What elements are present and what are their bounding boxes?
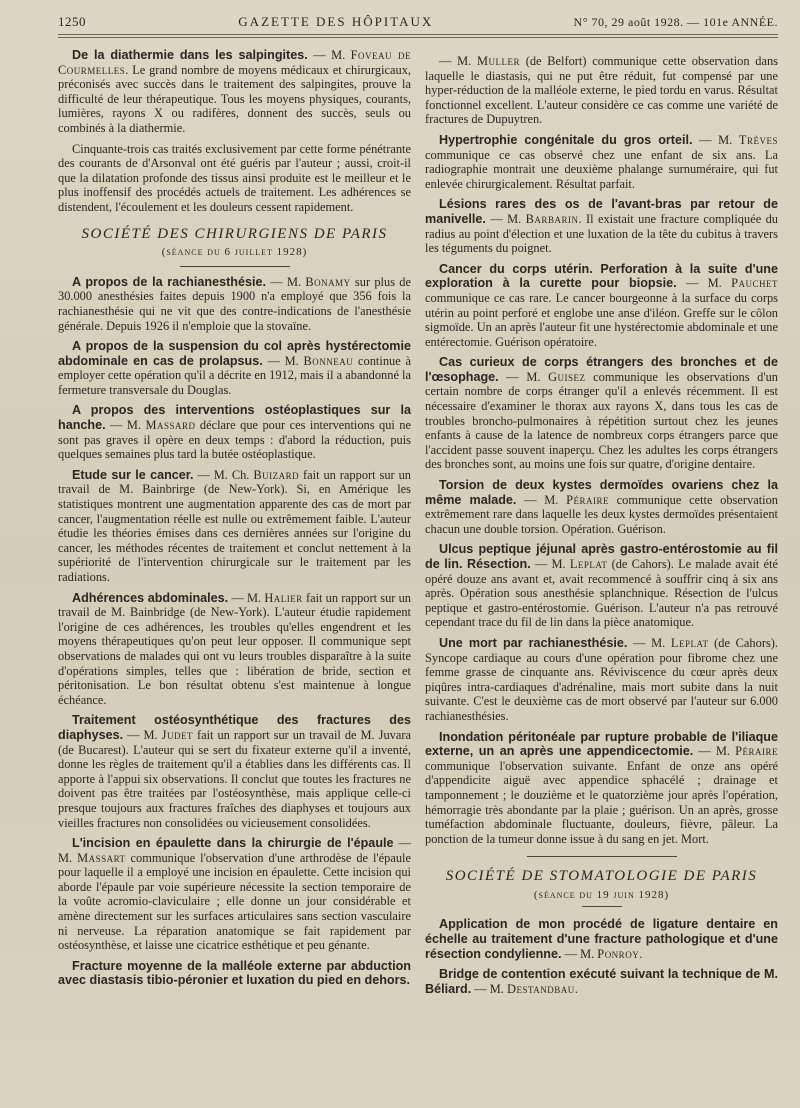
article-item	[58, 275, 411, 333]
section-rule	[180, 266, 290, 267]
article-author: Massart	[77, 850, 126, 865]
article-author: Barbarin	[525, 211, 579, 226]
article-title: Inondation péritonéale par rupture probable de l'iliaque externe, un an après une appendicectomie.	[425, 729, 778, 759]
article-text: communique ce cas observé chez une enfant de six ans. La radiographie montrait une deuxième phalange surnuméraire, qui fut enlevée chirurgicalement. Résultat parfait.	[425, 147, 778, 191]
article-author-prefix: — M.	[105, 418, 146, 433]
page-header	[58, 14, 778, 35]
article-text: fait un rapport sur un travail de M. Juvara (de Bucarest). L'auteur qui se sert du fixateur externe qu'il a inventé, donne les règles de traitement qu'il a établies dans les différents cas. Il apporte à l'appui six observations. Il conclut que toutes les fractures ne doivent pas être traitées par l'ostéosynthèse, mais applique celle-ci presque toujours aux fractures fraîches des diaphyses et toujours aux vieilles fractures non consolidées ou vicieusement consolidées.	[58, 727, 411, 830]
article-item	[425, 54, 778, 127]
article-author-prefix: — M.	[265, 274, 306, 289]
article-text: communique les observations d'un certain nombre de corps étranger qu'il a enlevés récemment. Il est nécessaire d'examiner le thorax aux rayons X, dans tous les cas de troubles broncho-pulmonaires à répétition surtout chez les jeunes enfants à cause de la latence de nombreux corps étrangers parce que l'accident passe souvent inaperçu. Chez les adultes les corps étrangers des bronches sont, au moins une fois sur quatre, d'origine dentaire.	[425, 369, 778, 472]
issue-info: N° 70, 29 août 1928. — 101e ANNÉE.	[573, 15, 778, 29]
article-item	[58, 959, 411, 988]
columns	[58, 48, 778, 1002]
article-author-prefix: — M.	[530, 557, 570, 571]
article-author: Guisez	[548, 369, 586, 384]
intro-paragraph	[58, 48, 411, 136]
article-author-prefix: — M.	[498, 369, 549, 384]
article-author-prefix: — M.	[693, 744, 736, 759]
article-item	[425, 917, 778, 961]
article-title: Application de mon procédé de ligature dentaire en échelle au traitement d'une fracture pathologique et d'une résection condylienne.	[425, 917, 778, 961]
article-author-prefix: — M.	[262, 353, 304, 368]
article-author: Bonneau	[303, 353, 354, 368]
article-title: Lésions rares des os de l'avant-bras par retour de manivelle.	[425, 197, 778, 226]
right-column	[425, 48, 778, 1002]
society-title-stomatologie: SOCIÉTÉ DE STOMATOLOGIE DE PARIS	[445, 868, 758, 885]
article-author: Trèves	[738, 132, 778, 147]
article-item	[58, 713, 411, 830]
article-text: .	[639, 946, 643, 961]
article-author-prefix: — M.	[627, 635, 671, 650]
article-author-prefix: — M.	[561, 946, 598, 961]
article-title: Bridge de contention exécuté suivant la technique de M. Béliard.	[425, 967, 778, 996]
article-title: Une mort par rachianesthésie.	[439, 635, 628, 650]
right-items-b	[425, 917, 778, 996]
article-author-prefix: — M.	[58, 836, 411, 865]
article-title: L'incision en épaulette dans la chirurgie de l'épaule	[72, 836, 394, 851]
article-title: Ulcus peptique jéjunal après gastro-entérostomie au fil de lin. Résection.	[425, 542, 778, 571]
article-title: Torsion de deux kystes dermoïdes ovariens chez la même malade.	[425, 478, 778, 507]
section-rule-2	[527, 856, 677, 857]
right-items-a	[425, 54, 778, 846]
article-text: fait un rapport sur un travail de M. Bainbridge (de New-York). L'auteur étudie rapidement l'origine de ces adhérences, les troubles qu'elles engendrent et les moyens thérapeutiques qu'on peut leur opposer. Il communique sept observations de malades qui ont vu leurs troubles disparaître à la suite d'opérations simples, telles que : libération de bride, section et péritonisation. Le bon résultat obtenu s'est maintenue à longue échéance.	[58, 590, 411, 707]
article-title: Cas curieux de corps étrangers des bronches et de l'œsophage.	[425, 355, 778, 384]
article-item	[58, 339, 411, 397]
article-author: Leplat	[670, 635, 709, 650]
article-author-prefix: — M. Ch.	[193, 467, 254, 482]
article-title: Hypertrophie congénitale du gros orteil.	[439, 132, 693, 147]
article-item	[425, 542, 778, 630]
article-item	[425, 197, 778, 255]
article-author-prefix: — M.	[516, 492, 567, 507]
article-author: Destandbau	[507, 981, 575, 996]
left-column	[58, 48, 411, 1002]
article-item	[425, 967, 778, 996]
article-author: Péraire	[735, 744, 778, 759]
article-author: Buizard	[253, 467, 300, 482]
article-item	[425, 262, 778, 350]
article-text: communique cette observation extrêmement rare dans laquelle les deux kystes dermoïdes présentaient chacun une double torsion. Opération. Guérison.	[425, 492, 778, 536]
article-author-prefix: — M.	[485, 211, 526, 226]
society-date-chirurgiens: (séance du 6 juillet 1928)	[161, 246, 308, 259]
article-author: Ponroy	[597, 946, 640, 961]
article-author-prefix: — M.	[123, 727, 162, 742]
article-author-prefix: — M.	[439, 54, 477, 68]
article-item	[425, 730, 778, 847]
article-item	[58, 468, 411, 585]
intro-paragraph-2: Cinquante-trois cas traités exclusivement par cette forme pénétrante des courants de d'Arsonval ont été guéris par l'auteur ; aussi, croit-il que la dilatation profonde des tissus ainsi produite est le meilleur et le plus inoffensif des procédés actuels de traitement. Les adhérences se distendent, l'écoulement et les douleurs cessent rapidement.	[58, 141, 411, 214]
article-text: (de Cahors). Le malade avait été opéré douze ans avant et, avait recommencé à souffrir cinq à six ans après. Opération sous anesthésie splanchnique. Résection de l'ulcus peptique et gastro-entérostomie. Guérison. L'auteur n'a pas retrouvé cependant trace du fil de lin dans la pièce anatomique.	[425, 557, 778, 630]
intro-title: De la diathermie dans les salpingites.	[72, 48, 308, 62]
article-text: communique l'observation d'une arthrodèse de l'épaule pour laquelle il a employé une incision en épaulette. Cette incision qui aborde l'épaule par voie supérieure nécessite la section temporaire de la voûte acromio-claviculaire ; elle donne un jour considérable et amène directement sur les surfaces articulaires sans section vasculaire ni nerveuse. La réparation anatomique se fait rapidement par ostéosynthèse, et laisse une cicatrice esthétique et peu génante.	[58, 850, 411, 953]
article-item	[425, 355, 778, 472]
article-author: Massard	[145, 418, 196, 433]
article-title: Fracture moyenne de la malléole externe par abduction avec diastasis tibio-péronier et luxation du pied en dehors.	[58, 958, 411, 988]
article-author: Muller	[476, 54, 520, 68]
article-item	[425, 133, 778, 191]
article-title: Cancer du corps utérin. Perforation à la suite d'une exploration à la curette pour biopsie.	[425, 261, 778, 291]
article-text: . Il existait une fracture compliquée du radius au point d'élection et une luxation de la tête du cubitus à travers les téguments du poignet.	[425, 211, 778, 256]
left-items	[58, 275, 411, 988]
article-item	[425, 478, 778, 536]
article-author-prefix: — M.	[471, 981, 508, 996]
article-text: communique l'observation suivante. Enfant de onze ans opéré d'appendicite aiguë avec appendice sphacélé ; drainage et tamponnement ; le douzième et le quatorzième jour après l'opération, hémorragie très abondante par la plaie ; guérison. Un an après, grosse tuméfaction abdominale fluctuante, douleurs, fièvre, pâleur. La ponction de la tumeur donne issue à du sang en jet. Mort.	[425, 758, 778, 846]
article-author-prefix: — M.	[692, 132, 739, 147]
intro-text: . Le grand nombre de moyens médicaux et chirurgicaux, préconisés avec succès dans le traitement des salpingites, prouve la difficulté de leur thérapeutique. Tous les moyens physiques, courants, lumières, rayons X ou radifères, donnent des succès, seuls ou combinés à la diathermie.	[58, 62, 411, 135]
article-item	[425, 636, 778, 724]
article-item	[58, 403, 411, 461]
article-title: Etude sur le cancer.	[72, 467, 194, 482]
article-text: fait un rapport sur un travail de M. Bainbrirge (de New-York). Si, en Amérique les statistiques montrent une augmentation apparente des cas de mort par cancer, l'augmentation réelle est nulle ou extrêmement faible. L'auteur étudie les théories émises dans ces dernières années sur l'origine du cancer, les méthodes récentes de traitement et conclut nettement à la supériorité de l'intervention chirurgicale sur le traitement par les radiations.	[58, 467, 411, 584]
journal-title: GAZETTE DES HÔPITAUX	[238, 14, 434, 29]
society-date-stomatologie: (séance du 19 juin 1928)	[533, 888, 670, 901]
article-author: Leplat	[569, 557, 608, 571]
intro-author-prefix: — M.	[307, 48, 351, 62]
intro-author: Foveau de Courmelles	[58, 48, 411, 77]
article-text: communique ce cas rare. Le cancer bourgeonne à la surface du corps utérin au point perforé et englobe une anse d'iléon. Greffe sur le côlon sigmoïde. Un an après l'auteur fit une hystérectomie abdominale et une entérectomie. Guérison opératoire.	[425, 290, 778, 349]
article-author: Péraire	[566, 492, 609, 507]
article-text: (de Belfort) communique cette observation dans laquelle le diastasis, qui ne put être réduit, fut compensé par une hyper-réduction de la malléole externe, le pied tordu en varus. Résultat fonctionnel excellent. L'auteur considère ce cas comme une variété de fractures de Dupuytren.	[425, 54, 778, 127]
article-author: Halier	[264, 590, 303, 605]
article-text: continue à employer cette opération qu'il a décrite en 1912, mais il a abandonné la fermeture transversale du Douglas.	[58, 353, 411, 397]
section-rule-3	[582, 906, 622, 907]
page-number: 1250	[58, 14, 86, 29]
article-title: Adhérences abdominales.	[72, 590, 229, 605]
article-author-prefix: — M.	[676, 276, 732, 291]
header-rule	[58, 37, 778, 38]
article-author: Bonamy	[305, 274, 351, 289]
article-item	[58, 836, 411, 953]
article-title: A propos de la suspension du col après hystérectomie abdominale en cas de prolapsus.	[58, 339, 411, 368]
article-text: (de Cahors). Syncope cardiaque au cours d'une opération pour fibrome chez une femme grasse de cinquante ans. Réviviscence du cœur après deux piqûres intra-cardiaques d'adrénaline, mais mort subite dans la nuit suivante. C'est le deuxième cas de mort observé par l'auteur sur 6.000 rachianesthésies.	[425, 635, 778, 723]
article-text: .	[574, 981, 578, 996]
article-title: A propos de la rachianesthésie.	[72, 274, 266, 289]
article-text: déclare que pour ces interventions qui ne sont pas graves il opère en deux temps : d'abord la réduction, puis quelques semaines plus tard la butée ostéoplastique.	[58, 418, 411, 462]
article-title: Traitement ostéosynthétique des fractures des diaphyses.	[58, 713, 411, 742]
article-author: Judet	[161, 727, 193, 742]
article-text: sur plus de 30.000 anesthésies faites depuis 1900 n'a employé que 356 fois la rachianesthésie qui ne vit que des contre-indications de l'anesthésie générale. Depuis 1926 il n'emploie que la stovaïne.	[58, 274, 412, 333]
article-item	[58, 591, 411, 708]
article-title: A propos des interventions ostéoplastiques sur la hanche.	[58, 403, 411, 433]
article-author: Pauchet	[731, 276, 778, 291]
article-author-prefix: — M.	[228, 590, 265, 605]
society-title-chirurgiens: SOCIÉTÉ DES CHIRURGIENS DE PARIS	[81, 225, 388, 242]
